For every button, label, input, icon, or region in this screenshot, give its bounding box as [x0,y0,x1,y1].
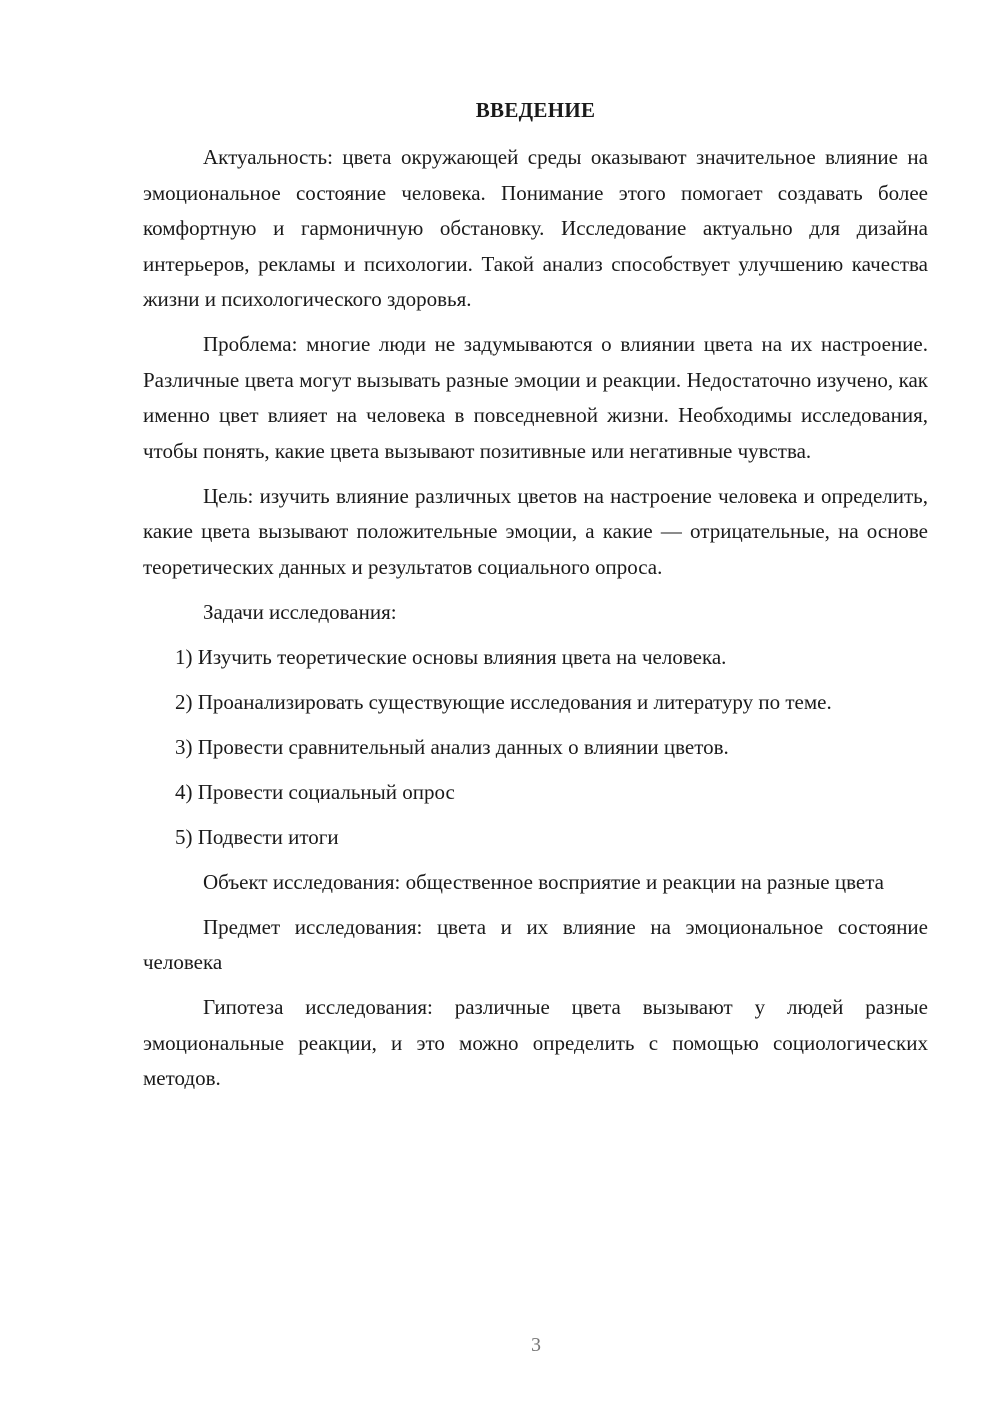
task-item: 3) Провести сравнительный анализ данных о влиянии цветов. [175,734,729,759]
document-body [143,140,928,1106]
paragraph-goal: Цель: изучить влияние различных цветов на настроение человека и определить, какие цвета вызывают положительные эмоции, а какие — отрицательные, на основе теоретических данных и результатов социального опроса. [143,483,928,579]
paragraph-subject: Предмет исследования: цвета и их влияние на эмоциональное состояние человека [143,914,928,974]
task-item: 2) Проанализировать существующие исследования и литературу по теме. [175,689,832,714]
paragraph-object: Объект исследования: общественное восприятие и реакции на разные цвета [203,869,884,894]
task-item: 5) Подвести итоги [175,824,339,849]
task-item: 1) Изучить теоретические основы влияния цвета на человека. [175,644,727,669]
page-number: 3 [531,1334,541,1356]
paragraph-relevance: Актуальность: цвета окружающей среды оказывают значительное влияние на эмоциональное состояние человека. Понимание этого помогает создавать более комфортную и гармоничную обстановку. Исследование актуально для дизайна интерьеров, рекламы и психологии. Такой анализ способствует улучшению качества жизни и психологического здоровья. [143,145,928,311]
task-item: 4) Провести социальный опрос [175,779,455,804]
paragraph-problem: Проблема: многие люди не задумываются о влиянии цвета на их настроение. Различные цвета могут вызывать разные эмоции и реакции. Недостаточно изучено, как именно цвет влияет на человека в повседневной жизни. Необходимы исследования, чтобы понять, какие цвета вызывают позитивные или негативные чувства. [143,332,928,463]
paragraph-tasks-heading: Задачи исследования: [203,599,397,624]
paragraph-hypothesis: Гипотеза исследования: различные цвета вызывают у людей разные эмоциональные реакции, и это можно определить с помощью социологических методов. [143,995,928,1090]
page-title: ВВЕДЕНИЕ [475,98,596,122]
